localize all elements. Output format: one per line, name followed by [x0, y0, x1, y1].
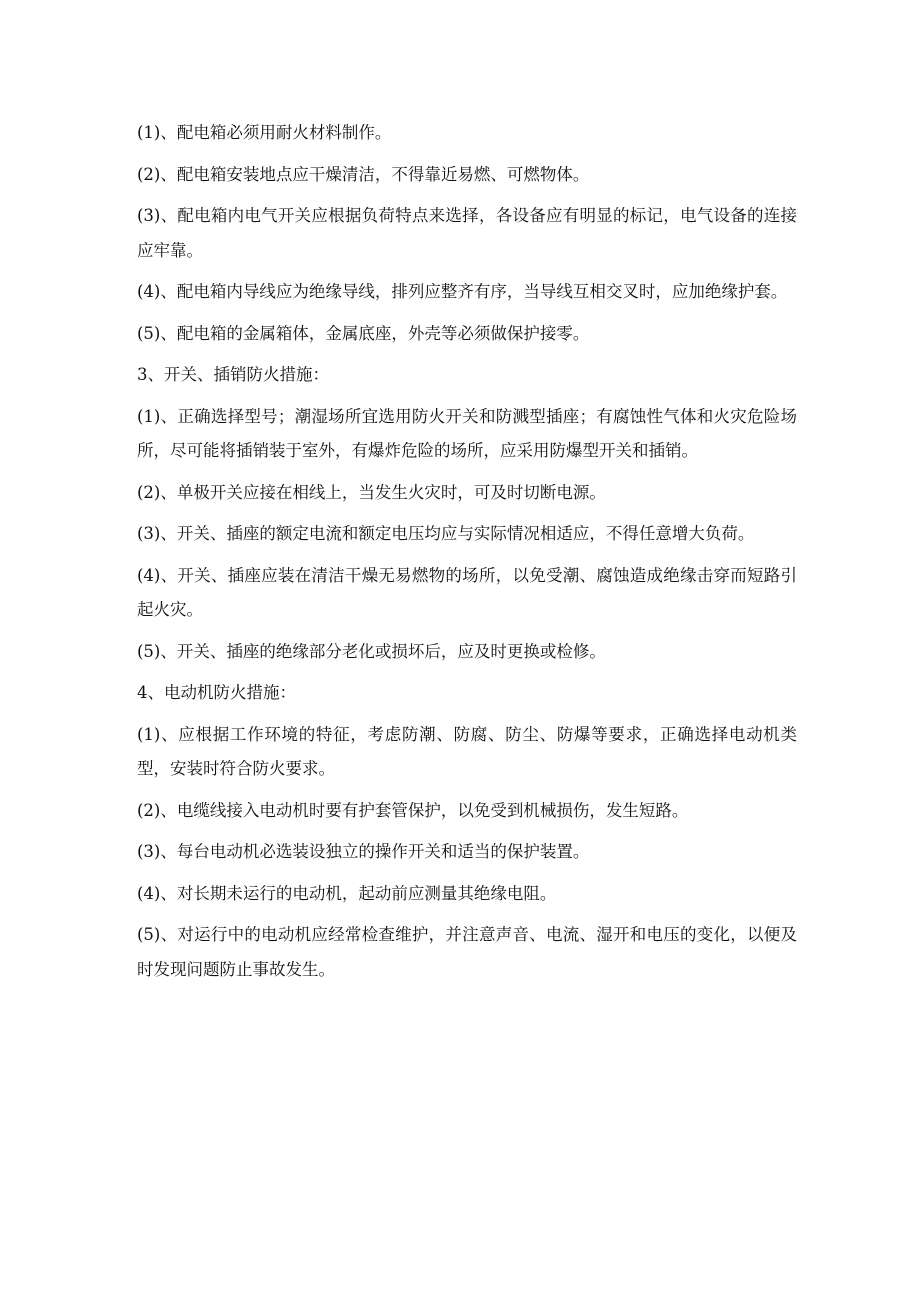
paragraph: (2)、电缆线接入电动机时要有护套管保护，以免受到机械损伤，发生短路。: [137, 800, 689, 820]
paragraph: (4)、配电箱内导线应为绝缘导线，排列应整齐有序，当导线互相交叉时，应加绝缘护套。: [137, 282, 788, 301]
paragraph: (5)、对运行中的电动机应经常检查维护，并注意声音、电流、湿开和电压的变化，以便及时发现问题防止事故发生。: [137, 925, 797, 979]
section-heading: 3、开关、插销防火措施：: [137, 365, 329, 384]
paragraph: (3)、开关、插座的额定电流和额定电压均应与实际情况相适应，不得任意增大负荷。: [137, 524, 755, 543]
paragraph: (5)、配电箱的金属箱体，金属底座，外壳等必须做保护接零。: [137, 323, 590, 343]
paragraph: (1)、配电箱必须用耐火材料制作。: [137, 123, 392, 142]
paragraph: (4)、开关、插座应装在清洁干燥无易燃物的场所，以免受潮、腐蚀造成绝缘击穿而短路引起火灾。: [137, 565, 797, 619]
paragraph: (5)、开关、插座的绝缘部分老化或损坏后，应及时更换或检修。: [137, 641, 606, 661]
paragraph: (2)、单极开关应接在相线上，当发生火灾时，可及时切断电源。: [137, 482, 606, 502]
paragraph: (1)、应根据工作环境的特征，考虑防潮、防腐、防尘、防爆等要求，正确选择电动机类型，安装时符合防火要求。: [137, 724, 797, 778]
paragraph: (4)、对长期未运行的电动机，起动前应测量其绝缘电阻。: [137, 883, 557, 903]
paragraph: (2)、配电箱安装地点应干燥清洁，不得靠近易燃、可燃物体。: [137, 164, 590, 184]
section-heading: 4、电动机防火措施：: [137, 683, 296, 702]
paragraph: (3)、配电箱内电气开关应根据负荷特点来选择，各设备应有明显的标记，电气设备的连接应牢靠。: [137, 206, 797, 260]
paragraph: (1)、正确选择型号；潮湿场所宜选用防火开关和防溅型插座；有腐蚀性气体和火灾危险场所，尽可能将插销装于室外，有爆炸危险的场所，应采用防爆型开关和插销。: [137, 406, 797, 460]
document-body: [137, 116, 797, 994]
paragraph: (3)、每台电动机必选装设独立的操作开关和适当的保护装置。: [137, 842, 590, 861]
